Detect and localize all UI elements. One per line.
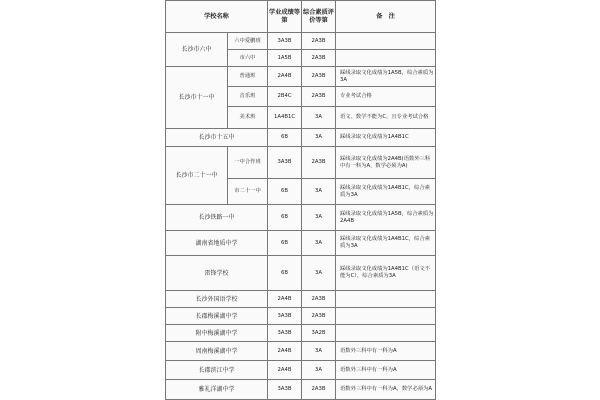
school-cell: 雷锋学校	[166, 256, 268, 291]
school-cell: 长郡梅溪湖中学	[166, 308, 268, 325]
note-cell: 踩线录取文化成绩为1A4B1C	[336, 129, 436, 147]
table-row	[166, 380, 436, 400]
quality-cell: 2A3B	[302, 33, 336, 50]
quality-cell: 3A	[302, 179, 336, 205]
table-row	[166, 361, 436, 380]
school-cell: 长沙市二十一中	[166, 147, 228, 205]
quality-cell: 3A	[302, 129, 336, 147]
table-row	[166, 205, 436, 231]
academic-cell: 6B	[268, 205, 302, 231]
academic-cell: 3A3B	[268, 147, 302, 179]
note-cell	[336, 33, 436, 50]
school-cell: 长沙市六中	[166, 33, 228, 67]
note-cell: 语数外三科中有一科为A	[336, 361, 436, 380]
school-cell: 长郡滨江中学	[166, 361, 268, 380]
admission-table	[165, 0, 436, 400]
table-row	[166, 256, 436, 291]
table-row	[166, 33, 436, 50]
academic-cell: 2A4B	[268, 291, 302, 308]
school-cell: 周南梅溪湖中学	[166, 342, 268, 361]
class-cell: 市六中	[228, 50, 268, 67]
header-remarks: 备 注	[336, 1, 436, 33]
academic-cell: 3A3B	[268, 33, 302, 50]
note-cell	[336, 291, 436, 308]
school-cell: 长沙铁路一中	[166, 205, 268, 231]
school-cell: 长沙市十五中	[166, 129, 268, 147]
table-row	[166, 67, 436, 87]
academic-cell: 2B4C	[268, 87, 302, 107]
academic-cell: 3A3B	[268, 308, 302, 325]
quality-cell: 3A	[302, 231, 336, 256]
class-cell: 市二十一中	[228, 179, 268, 205]
academic-cell: 2A4B	[268, 67, 302, 87]
header-quality: 综合素质评价等第	[302, 1, 336, 33]
header-academic: 学业成绩等第	[268, 1, 302, 33]
quality-cell: 2A3B	[302, 87, 336, 107]
quality-cell: 2A3B	[302, 147, 336, 179]
note-cell: 踩线录取文化成绩为1A4B1C，综合素质为3A	[336, 179, 436, 205]
class-cell: 一中合作班	[228, 147, 268, 179]
class-cell: 普通班	[228, 67, 268, 87]
quality-cell: 3A	[302, 342, 336, 361]
table-row	[166, 147, 436, 179]
school-cell: 长沙市十一中	[166, 67, 228, 129]
note-cell	[336, 325, 436, 342]
note-cell: 踩线录取文化成绩为1A4B1C，综合素质为3A	[336, 231, 436, 256]
quality-cell: 2A3B	[302, 380, 336, 400]
quality-cell: 2A3B	[302, 67, 336, 87]
note-cell: 踩线录取文化成绩为1A5B，综合素质为2A4B	[336, 205, 436, 231]
table-row	[166, 325, 436, 342]
table-row	[166, 308, 436, 325]
quality-cell: 2A3B	[302, 291, 336, 308]
note-cell	[336, 50, 436, 67]
school-cell: 附中梅溪湖中学	[166, 325, 268, 342]
table-row	[166, 129, 436, 147]
academic-cell: 1A5B	[268, 50, 302, 67]
academic-cell: 3A3B	[268, 380, 302, 400]
academic-cell: 6B	[268, 179, 302, 205]
table-row	[166, 342, 436, 361]
academic-cell: 6B	[268, 231, 302, 256]
note-cell: 语文、数学不能为C，且专业考试合格	[336, 107, 436, 129]
academic-cell: 2A4B	[268, 361, 302, 380]
note-cell: 踩线录取文化成绩为1A5B，综合素质为3A	[336, 67, 436, 87]
class-cell: 美术班	[228, 107, 268, 129]
note-cell: 踩线录取文化成绩为1A4B1C（语文不能为C），综合素质为3A	[336, 256, 436, 291]
note-cell: 专业考试合格	[336, 87, 436, 107]
school-cell: 湖南省地质中学	[166, 231, 268, 256]
quality-cell: 3A	[302, 205, 336, 231]
header-school: 学校名称	[166, 1, 268, 33]
note-cell: 语数外三科中有一科为A，数学必须为A	[336, 380, 436, 400]
academic-cell: 6B	[268, 129, 302, 147]
class-cell: 音乐班	[228, 87, 268, 107]
quality-cell: 3A	[302, 107, 336, 129]
quality-cell: 2A3B	[302, 50, 336, 67]
academic-cell: 3A3B	[268, 325, 302, 342]
academic-cell: 6B	[268, 256, 302, 291]
quality-cell: 3A	[302, 361, 336, 380]
quality-cell: 3A2B	[302, 325, 336, 342]
table-header-row	[166, 1, 436, 33]
table-row	[166, 231, 436, 256]
note-cell: 语数外三科中有一科为A	[336, 342, 436, 361]
note-cell	[336, 308, 436, 325]
school-cell: 长沙外国语学校	[166, 291, 268, 308]
academic-cell: 1A4B1C	[268, 107, 302, 129]
academic-cell: 2A4B	[268, 342, 302, 361]
school-cell: 雅礼洋湖中学	[166, 380, 268, 400]
quality-cell: 2A3B	[302, 308, 336, 325]
table-row	[166, 291, 436, 308]
class-cell: 六中爱鹏班	[228, 33, 268, 50]
admission-table-document	[165, 0, 435, 400]
quality-cell: 3A	[302, 256, 336, 291]
note-cell: 踩线录取文化成绩为2A4B(语数外三科中有一科为A，数学必须为A)	[336, 147, 436, 179]
